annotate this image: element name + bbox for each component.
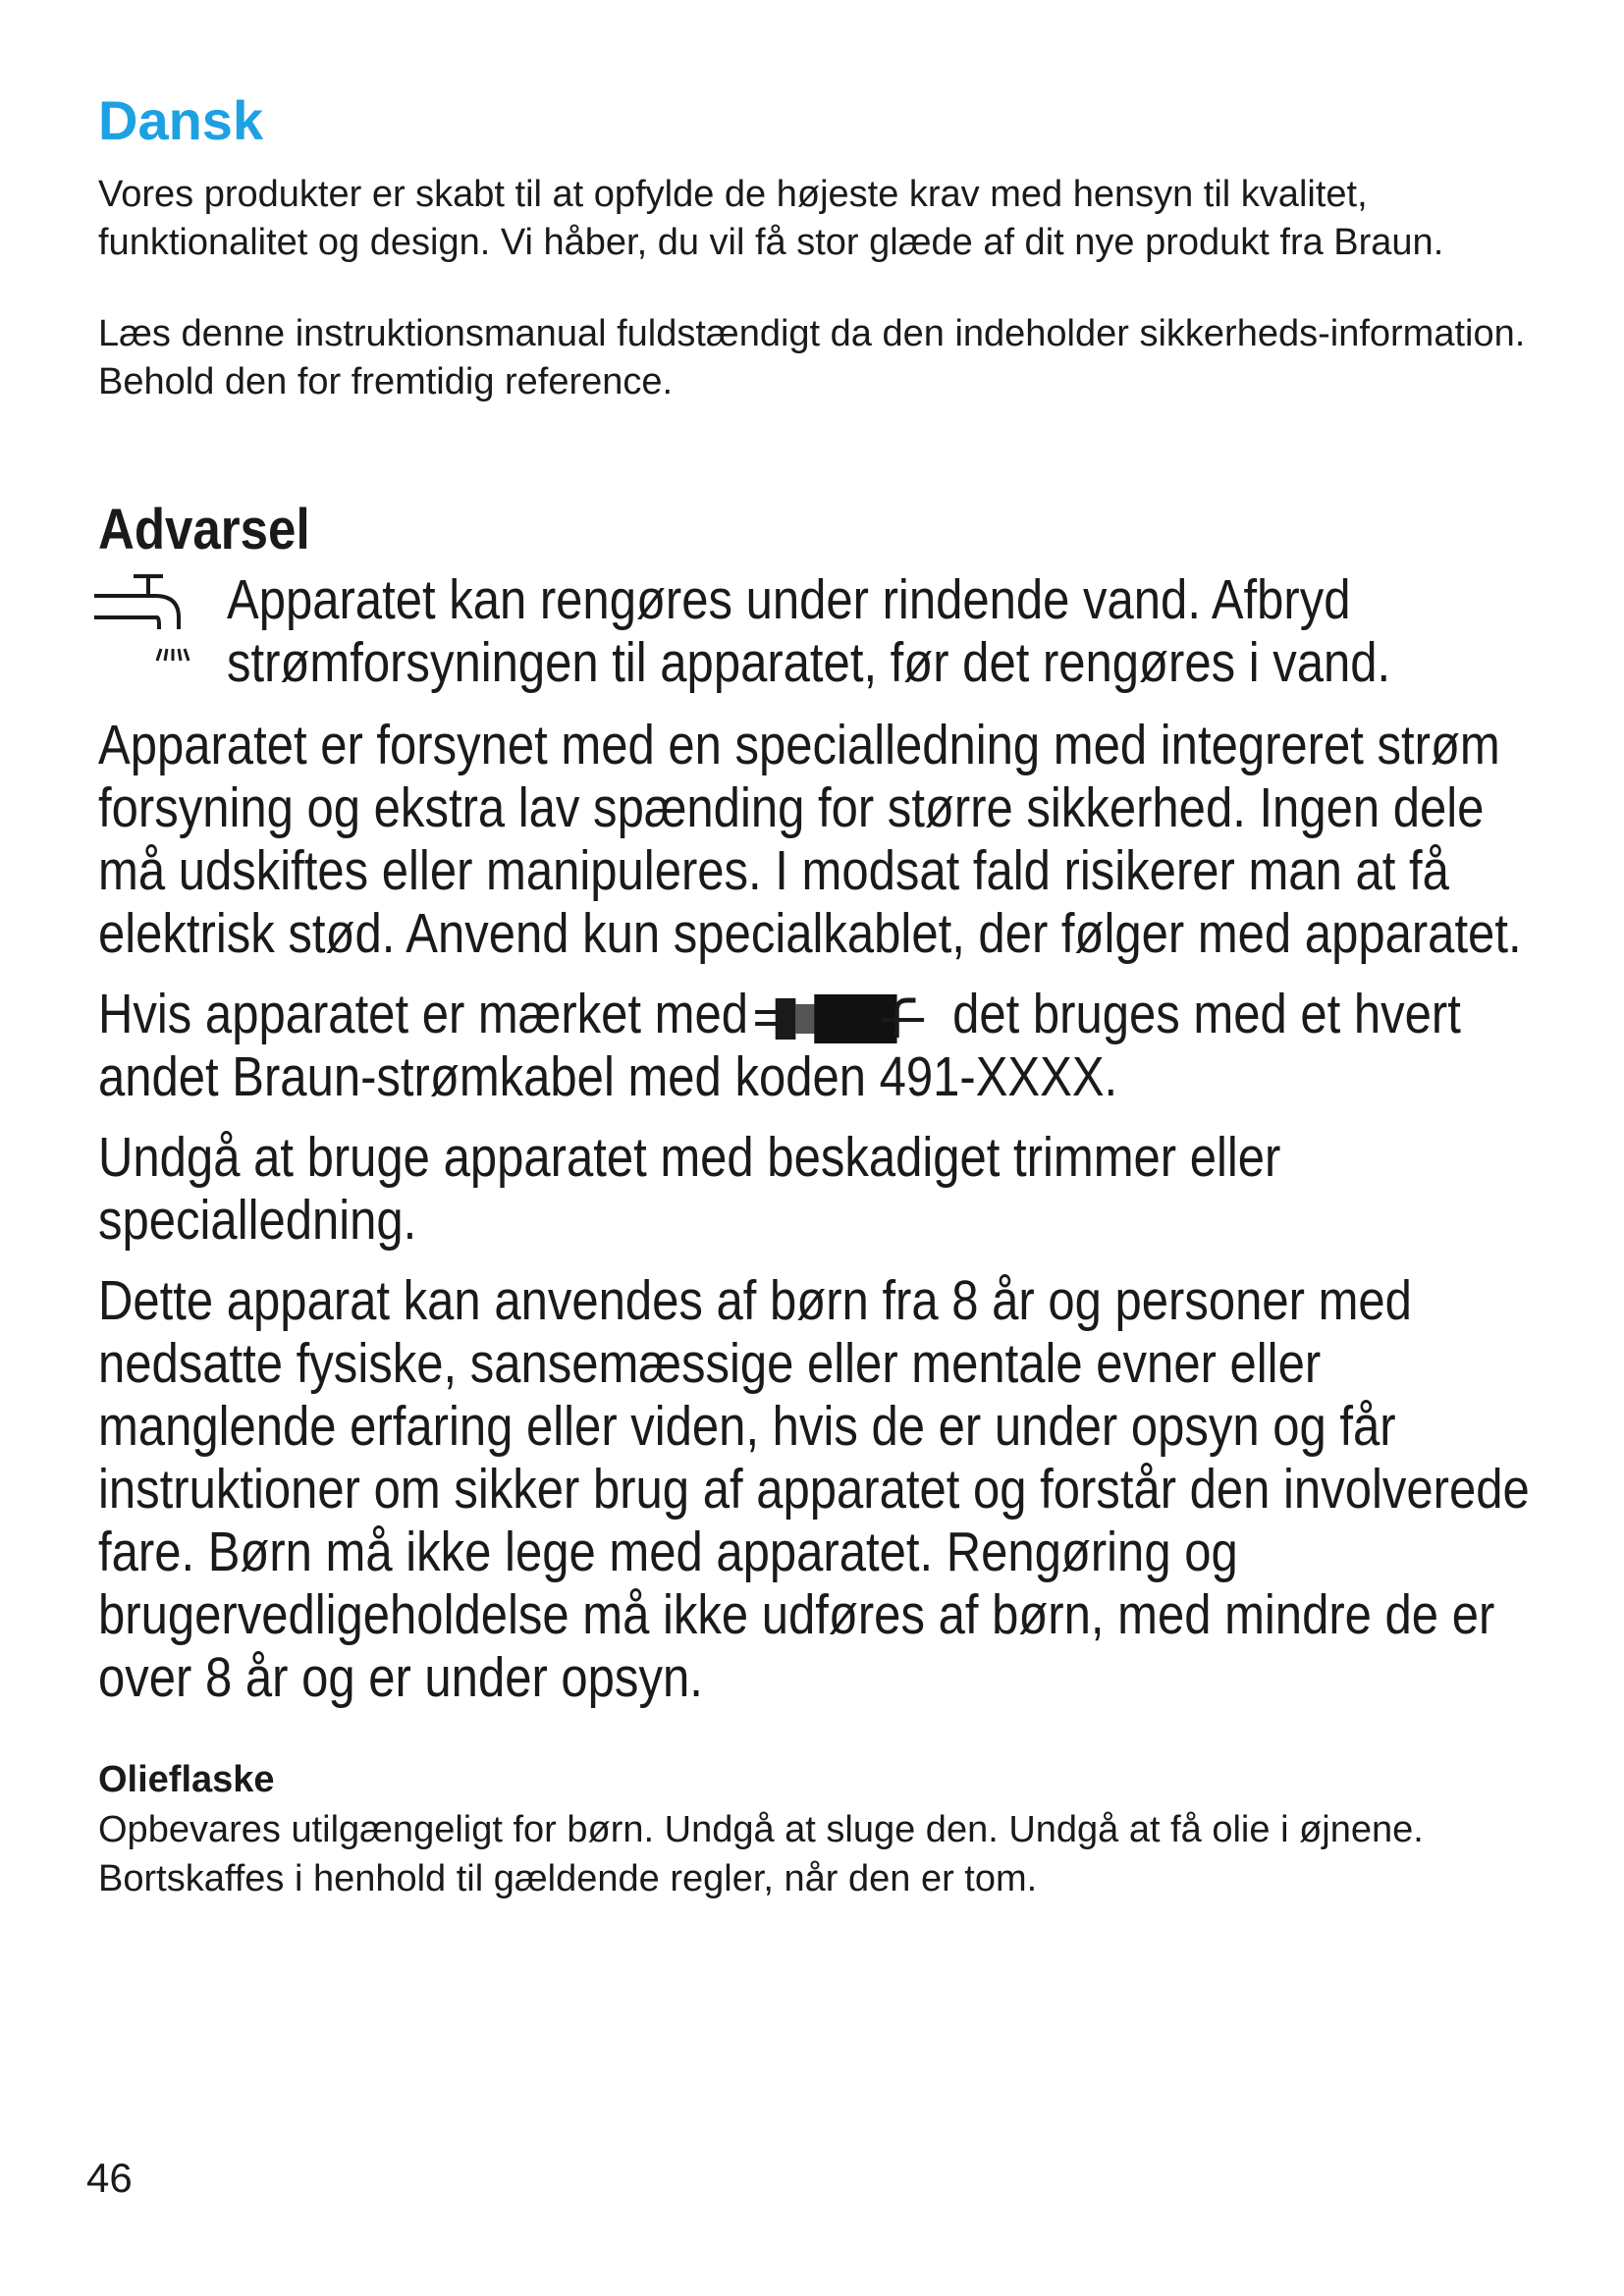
- warning-title: Advarsel: [98, 497, 310, 561]
- tap-warning-text: Apparatet kan rengøres under rindende vand. Afbryd strømforsyningen til apparatet, før det rengøres i vand.: [227, 568, 1391, 695]
- language-heading: Dansk: [98, 89, 264, 151]
- warning-paragraph-3: Undgå at bruge apparatet med beskadiget trimmer eller specialledning.: [98, 1126, 1281, 1253]
- water-tap-icon: [94, 570, 212, 686]
- intro-paragraph-1: Vores produkter er skabt til at opfylde de højeste krav med hensyn til kvalitet, funktionalitet og design. Vi håber, du vil få stor glæde af dit nye produkt fra Braun.: [98, 173, 1444, 263]
- oil-bottle-text: Opbevares utilgængeligt for børn. Undgå at sluge den. Undgå at få olie i øjnene. Bortskaffes i henhold til gældende regler, når den er tom.: [98, 1808, 1424, 1899]
- warning-paragraph-4: Dette apparat kan anvendes af børn fra 8 år og personer med nedsatte fysiske, sansemæssige eller mentale evner eller manglende erfaring eller viden, hvis de er under opsyn og får instruktioner om sikker brug af apparatet og forstår den involverede fare. Børn må ikke lege med apparatet. Rengøring og brugervedligeholdelse må ikke udføres af børn, med mindre de er over 8 år og er under opsyn.: [98, 1269, 1530, 1710]
- page-number: 46: [86, 2155, 133, 2201]
- warning-paragraph-2-end: det bruges med et hvert andet Braun-strømkabel med koden 491-XXXX.: [98, 983, 1461, 1109]
- manual-page: [98, 90, 1551, 1903]
- intro-paragraph-2: Læs denne instruktionsmanual fuldstændigt da den indeholder sikkerheds-information. Behold den for fremtidig reference.: [98, 312, 1526, 402]
- warning-paragraph-2: [98, 983, 1550, 1108]
- oil-bottle-title: Olieflaske: [98, 1759, 275, 1801]
- warning-paragraph-2-start: Hvis apparatet er mærket med: [98, 983, 749, 1046]
- tap-warning-row: [98, 568, 1551, 694]
- warning-paragraph-1: Apparatet er forsynet med en specialledning med integreret strøm forsyning og ekstra lav spænding for større sikkerhed. Ingen dele må udskiftes eller manipuleres. I modsat fald risikerer man at få elektrisk stød. Anvend kun specialkablet, der følger med apparatet.: [98, 714, 1522, 966]
- redacted-code-mark: [755, 990, 947, 1045]
